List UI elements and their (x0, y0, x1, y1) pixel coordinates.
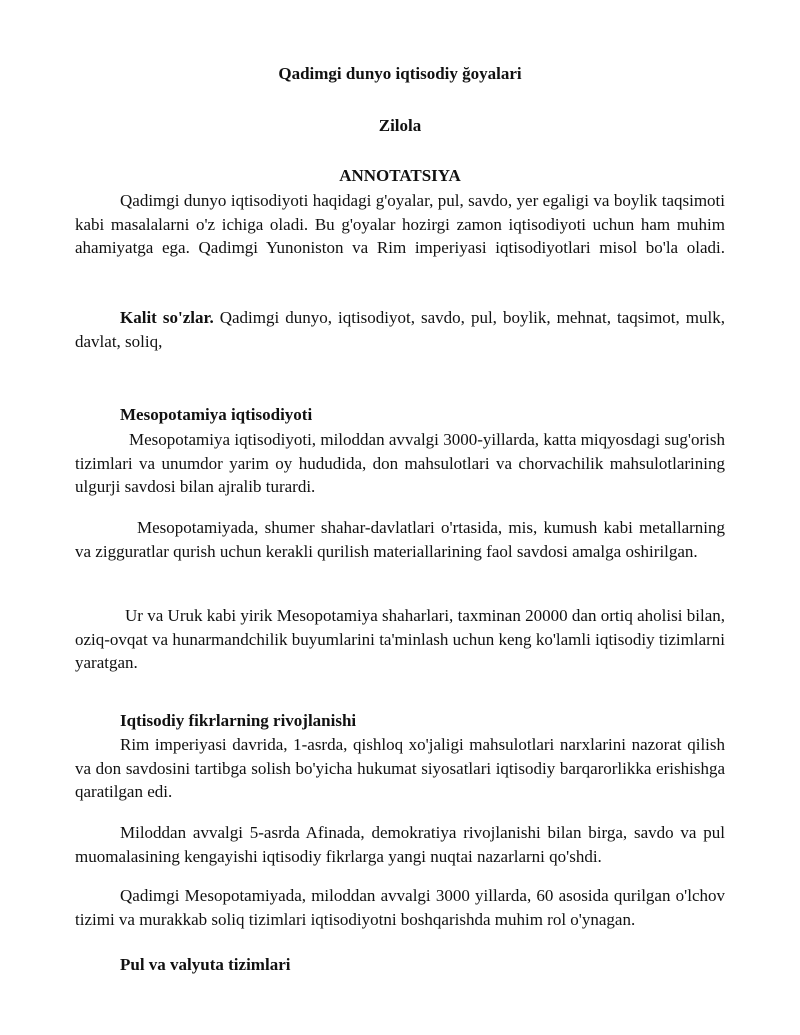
section-paragraph: Ur va Uruk kabi yirik Mesopotamiya shaharlari, taxminan 20000 dan ortiq aholisi bilan, oziq-ovqat va hunarmandchilik buyumlarini ta'minlash uchun keng ko'lamli iqtisodiy tizimlarni yaratgan. (75, 606, 725, 672)
keywords-label: Kalit so'zlar. (120, 308, 214, 327)
section-heading: Pul va valyuta tizimlari (120, 955, 291, 974)
section-heading: Mesopotamiya iqtisodiyoti (120, 405, 313, 424)
section-paragraph: Mesopotamiyada, shumer shahar-davlatlari o'rtasida, mis, kumush kabi metallarning va zigguratlar qurish uchun kerakli qurilish materiallarining faol savdosi amalga oshirilgan. (75, 518, 725, 561)
section-paragraph: Miloddan avvalgi 5-asrda Afinada, demokratiya rivojlanishi bilan birga, savdo va pul muomalasining kengayishi iqtisodiy fikrlarga yangi nuqtai nazarlarni qo'shdi. (75, 823, 725, 866)
annotation-heading: ANNOTATSIYA (339, 166, 461, 185)
section-paragraph: Mesopotamiya iqtisodiyoti, miloddan avvalgi 3000-yillarda, katta miqyosdagi sug'orish tizimlari va unumdor yarim oy hududida, don mahsulotlari va chorvachilik mahsulotlarining ulgurji savdosi bilan ajralib turardi. (75, 430, 725, 496)
keywords-paragraph (75, 306, 725, 353)
document-author: Zilola (378, 116, 422, 135)
annotation-text: Qadimgi dunyo iqtisodiyoti haqidagi g'oyalar, pul, savdo, yer egaligi va boylik taqsimoti kabi masalalarni o'z ichiga oladi. Bu g'oyalar hozirgi zamon iqtisodiyoti uchun ham muhim ahamiyatga ega. Qadimgi Yunoniston va Rim imperiyasi iqtisodiyotlari misol bo'la oladi. (75, 191, 725, 257)
keywords-text: Qadimgi dunyo, iqtisodiyot, savdo, pul, boylik, mehnat, taqsimot, mulk, davlat, soliq, (75, 308, 725, 351)
document-title: Qadimgi dunyo iqtisodiy ğoyalari (278, 64, 522, 83)
section-paragraph: Rim imperiyasi davrida, 1-asrda, qishloq xo'jaligi mahsulotlari narxlarini nazorat qilish va don savdosini tartibga solish bo'yicha hukumat siyosatlari iqtisodiy barqarorlikka erishishga qaratilgan edi. (75, 735, 725, 801)
section-paragraph: Qadimgi Mesopotamiyada, miloddan avvalgi 3000 yillarda, 60 asosida qurilgan o'lchov tizimi va murakkab soliq tizimlari iqtisodiyotni boshqarishda muhim rol o'ynagan. (75, 886, 725, 929)
section-heading: Iqtisodiy fikrlarning rivojlanishi (120, 711, 357, 730)
